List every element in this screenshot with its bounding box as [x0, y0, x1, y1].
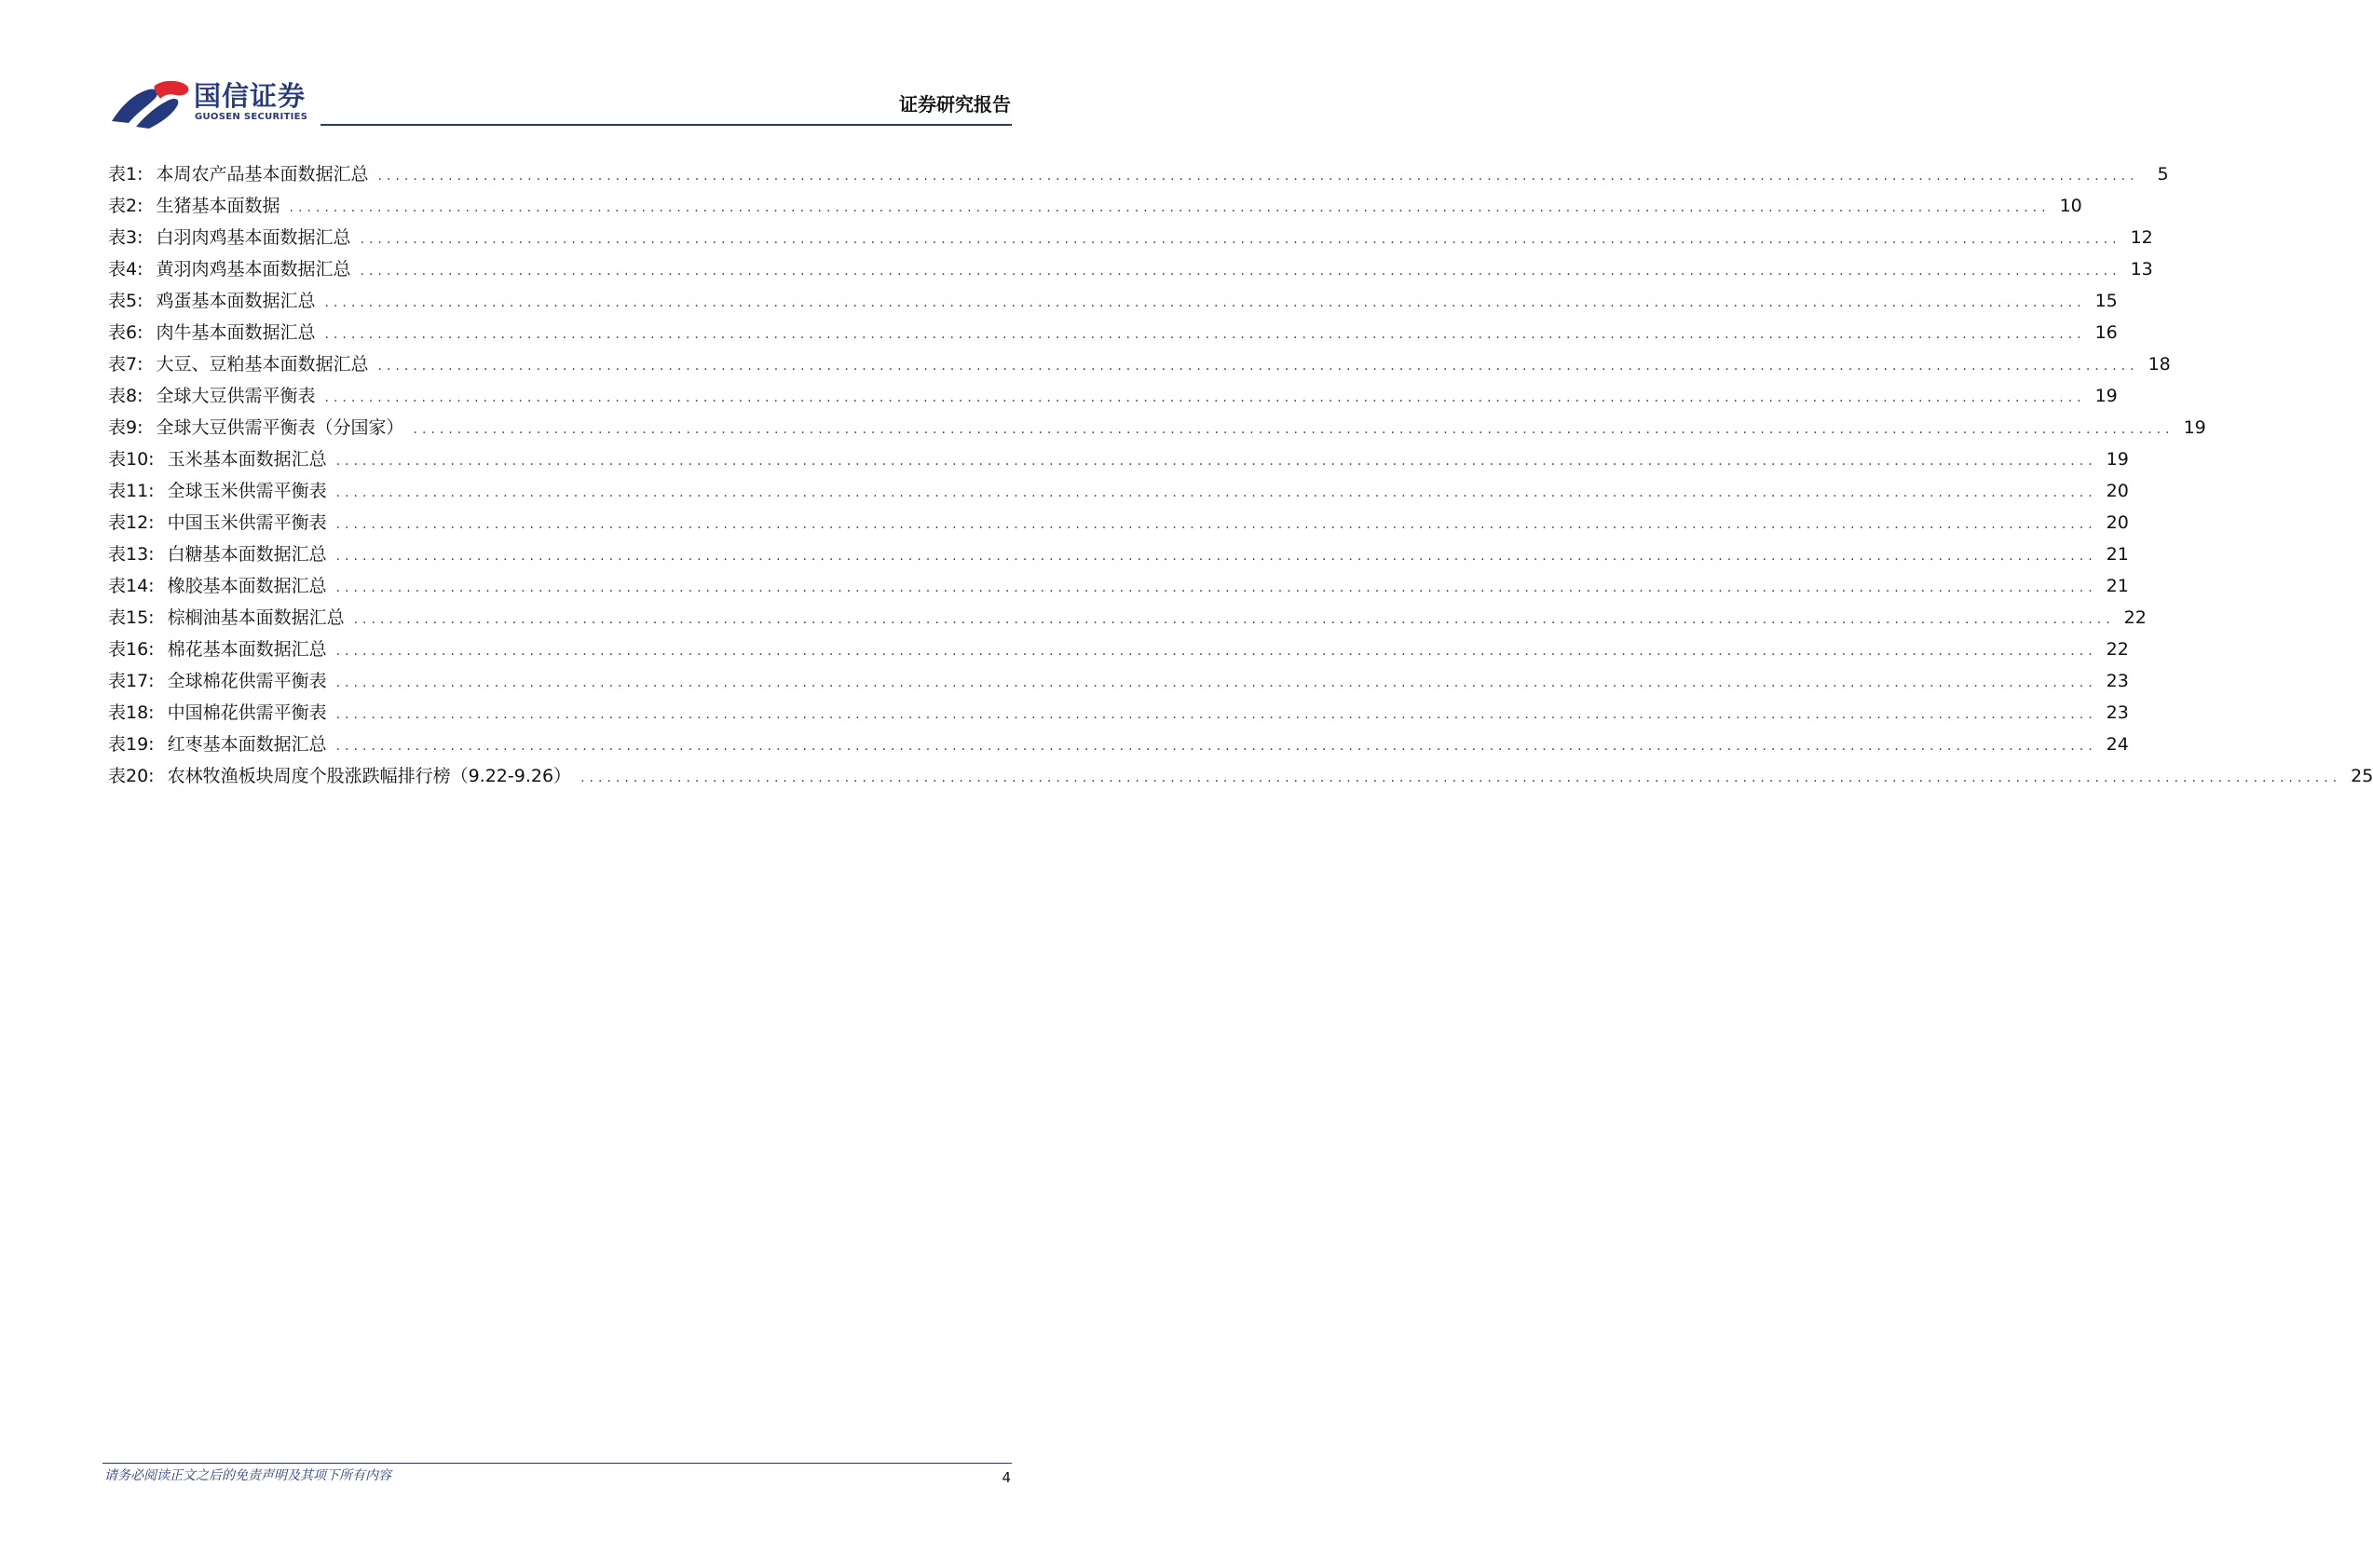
page-header: [0, 0, 1109, 130]
toc-entry[interactable]: [108, 539, 2129, 570]
toc-entry[interactable]: [108, 348, 2171, 380]
toc-entry-title: 中国棉花供需平衡表: [167, 702, 327, 723]
toc-entry-title: 大豆、豆粕基本面数据汇总: [156, 354, 369, 375]
toc-dot-leader: ........................................................................................................................................................................................................: [580, 770, 2342, 785]
toc-entry-title: 全球玉米供需平衡表: [167, 481, 327, 501]
toc-dot-leader: ........................................................................................................................................................................................................: [377, 359, 2139, 374]
toc-entry-title: 棕榈油基本面数据汇总: [167, 607, 345, 628]
toc-entry-label: 表2:: [108, 196, 143, 216]
toc-entry-title: 白糖基本面数据汇总: [167, 544, 327, 565]
toc-entry[interactable]: [108, 729, 2129, 760]
toc-entry-page: 23: [2106, 671, 2129, 691]
toc-entry[interactable]: [108, 475, 2129, 507]
toc-dot-leader: ........................................................................................................................................................................................................: [353, 612, 2115, 627]
toc-entry-title: 全球大豆供需平衡表: [156, 386, 316, 406]
toc-entry-label: 表8:: [108, 386, 143, 406]
header-divider: [320, 124, 1012, 126]
toc-dot-leader: ........................................................................................................................................................................................................: [335, 644, 2097, 659]
toc-entry-label: 表17:: [108, 671, 155, 691]
toc-dot-leader: ........................................................................................................................................................................................................: [360, 264, 2121, 279]
toc-entry-page: 19: [2183, 417, 2206, 438]
footer-divider: [102, 1463, 1012, 1464]
footer-disclaimer: 请务必阅读正文之后的免责声明及其项下所有内容: [104, 1468, 391, 1483]
toc-entry-page: 20: [2106, 512, 2129, 533]
toc-entry[interactable]: [108, 222, 2153, 253]
toc-entry-label: 表10:: [108, 449, 155, 470]
toc-entry-title: 本周农产品基本面数据汇总: [156, 164, 369, 184]
toc-entry-title: 中国玉米供需平衡表: [167, 512, 327, 533]
toc-entry[interactable]: [108, 190, 2082, 222]
toc-entry-title: 鸡蛋基本面数据汇总: [156, 291, 316, 311]
toc-dot-leader: ........................................................................................................................................................................................................: [335, 517, 2097, 532]
toc-entry-label: 表16:: [108, 639, 155, 660]
toc-entry-label: 表1:: [108, 164, 143, 184]
toc-entry-title: 生猪基本面数据: [156, 196, 280, 216]
toc-entry-title: 白羽肉鸡基本面数据汇总: [156, 227, 351, 248]
toc-entry[interactable]: [108, 665, 2129, 697]
toc-entry-page: 21: [2106, 544, 2129, 565]
report-type-label: 证券研究报告: [899, 93, 1011, 116]
toc-entry-label: 表13:: [108, 544, 155, 565]
toc-entry[interactable]: [108, 697, 2129, 729]
page-number: 4: [1002, 1469, 1011, 1486]
toc-entry-title: 棉花基本面数据汇总: [167, 639, 327, 660]
toc-entry[interactable]: [108, 317, 2118, 348]
toc-entry-title: 黄羽肉鸡基本面数据汇总: [156, 259, 351, 280]
toc-entry-page: 22: [2106, 639, 2129, 660]
toc-entry-label: 表12:: [108, 512, 155, 533]
toc-entry-page: 22: [2123, 607, 2147, 628]
toc-entry-page: 16: [2094, 322, 2118, 343]
toc-entry-title: 农林牧渔板块周度个股涨跌幅排行榜（9.22-9.26）: [167, 766, 572, 786]
toc-entry-title: 橡胶基本面数据汇总: [167, 576, 327, 596]
toc-entry[interactable]: [108, 602, 2147, 634]
toc-entry-page: 24: [2106, 734, 2129, 755]
toc-entry-label: 表14:: [108, 576, 155, 596]
toc-entry-label: 表6:: [108, 322, 143, 343]
toc-entry[interactable]: [108, 760, 2373, 792]
toc-dot-leader: ........................................................................................................................................................................................................: [324, 327, 2086, 342]
toc-entry-title: 红枣基本面数据汇总: [167, 734, 327, 755]
toc-dot-leader: ........................................................................................................................................................................................................: [324, 390, 2086, 405]
toc-entry-page: 15: [2094, 291, 2118, 311]
toc-entry[interactable]: [108, 253, 2153, 285]
toc-entry[interactable]: [108, 285, 2118, 317]
toc-entry-page: 23: [2106, 702, 2129, 723]
toc-entry-label: 表18:: [108, 702, 155, 723]
toc-entry[interactable]: [108, 412, 2206, 443]
toc-entry[interactable]: [108, 570, 2129, 602]
toc-entry-label: 表19:: [108, 734, 155, 755]
toc-entry-label: 表9:: [108, 417, 143, 438]
toc-dot-leader: ........................................................................................................................................................................................................: [335, 485, 2097, 500]
toc-dot-leader: ........................................................................................................................................................................................................: [335, 739, 2097, 754]
toc-dot-leader: ........................................................................................................................................................................................................: [289, 200, 2051, 215]
toc-entry[interactable]: [108, 634, 2129, 665]
toc-dot-leader: ........................................................................................................................................................................................................: [335, 580, 2097, 595]
toc-dot-leader: ........................................................................................................................................................................................................: [360, 232, 2121, 247]
toc-entry-page: 5: [2157, 164, 2169, 184]
toc-entry-page: 10: [2059, 196, 2082, 216]
toc-entry-page: 25: [2351, 766, 2373, 786]
toc-dot-leader: ........................................................................................................................................................................................................: [324, 295, 2086, 310]
toc-entry[interactable]: [108, 380, 2118, 412]
toc-entry[interactable]: [108, 507, 2129, 539]
toc-entry-page: 18: [2148, 354, 2171, 375]
toc-dot-leader: ........................................................................................................................................................................................................: [377, 169, 2139, 184]
toc-entry-page: 20: [2106, 481, 2129, 501]
toc-entry-page: 21: [2106, 576, 2129, 596]
toc-entry-page: 12: [2130, 227, 2153, 248]
toc-entry-title: 全球棉花供需平衡表: [167, 671, 327, 691]
toc-entry-label: 表3:: [108, 227, 143, 248]
toc-entry-label: 表4:: [108, 259, 143, 280]
toc-entry-title: 玉米基本面数据汇总: [167, 449, 327, 470]
toc-entry-page: 19: [2094, 386, 2118, 406]
toc-entry[interactable]: [108, 443, 2129, 475]
toc-entry-label: 表5:: [108, 291, 143, 311]
table-of-figures: [108, 158, 2373, 792]
toc-entry-title: 全球大豆供需平衡表（分国家）: [156, 417, 404, 438]
toc-entry-label: 表11:: [108, 481, 155, 501]
toc-entry-label: 表20:: [108, 766, 155, 786]
toc-entry[interactable]: [108, 158, 2169, 190]
brand-name-en: GUOSEN SECURITIES: [195, 112, 308, 122]
brand-name-cn: 国信证券: [194, 80, 307, 112]
toc-dot-leader: ........................................................................................................................................................................................................: [335, 454, 2097, 469]
toc-entry-label: 表7:: [108, 354, 143, 375]
toc-entry-label: 表15:: [108, 607, 155, 628]
toc-entry-title: 肉牛基本面数据汇总: [156, 322, 316, 343]
toc-dot-leader: ........................................................................................................................................................................................................: [335, 675, 2097, 690]
toc-dot-leader: ........................................................................................................................................................................................................: [413, 422, 2175, 437]
toc-dot-leader: ........................................................................................................................................................................................................: [335, 549, 2097, 564]
toc-dot-leader: ........................................................................................................................................................................................................: [335, 707, 2097, 722]
guosen-logo-icon: [108, 78, 192, 130]
toc-entry-page: 13: [2130, 259, 2153, 280]
toc-entry-page: 19: [2106, 449, 2129, 470]
